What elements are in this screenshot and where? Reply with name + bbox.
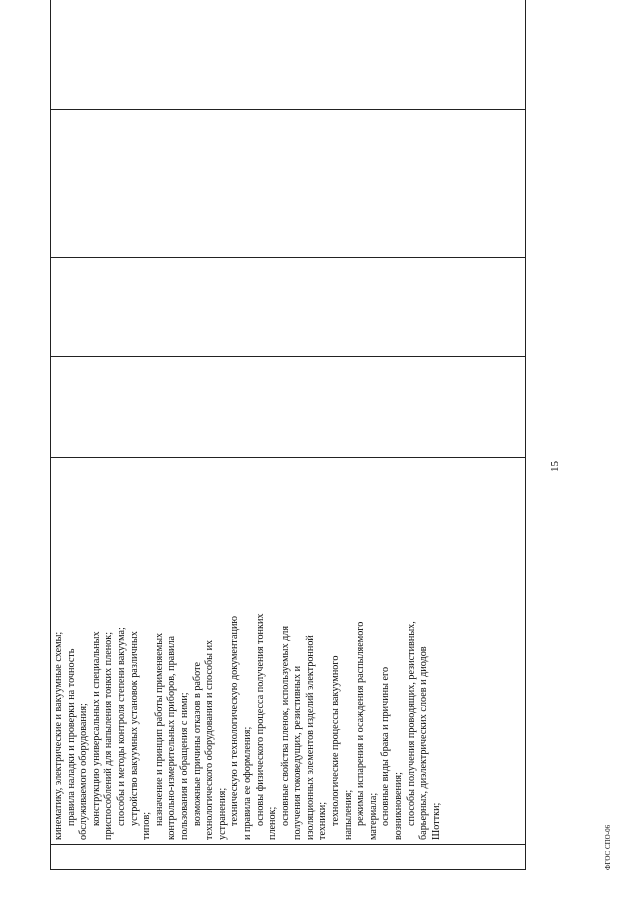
text-line: основные свойства пленок, используемых для [279, 625, 291, 826]
table-row [51, 0, 526, 870]
text-line: Шоттки; [430, 802, 442, 840]
text-line: устройство вакуумных установок различных [128, 631, 140, 826]
text-line: изоляционных элементов изделий электронной [304, 635, 316, 840]
table-cell-empty [51, 357, 526, 458]
text-line: контрольно-измерительных приборов, правила [166, 635, 178, 840]
text-line: возможные причины отказов в работе [191, 661, 203, 826]
text-line: техники; [317, 801, 329, 840]
text-line: конструкцию универсальных и специальных [90, 631, 102, 826]
text-line: основные виды брака и причины его [380, 666, 392, 826]
text-line: способы и методы контроля степени вакуума; [115, 627, 127, 826]
text-line: и правила ее оформления; [241, 726, 253, 840]
content-table [50, 0, 526, 870]
text-line: устранения; [216, 787, 228, 840]
text-line: способы получения проводящих, резистивных, [405, 621, 417, 826]
text-line: пленок; [267, 806, 279, 840]
text-line: приспособлений для напыления тонких пленок; [103, 631, 115, 840]
footer-code: ФГОС СПО-06 [604, 824, 612, 870]
table-cell-empty [51, 0, 526, 110]
text-line: кинематику, электрические и вакуумные схемы; [53, 631, 64, 840]
text-line: возникновения; [393, 772, 405, 840]
text-line: назначение и принцип работы применяемых [153, 632, 165, 826]
text-line: технологические процессы вакуумного [330, 655, 342, 826]
text-line: барьерных, диэлектрических слоев и диодов [418, 646, 430, 840]
text-line: получения токоведущих, резистивных и [292, 665, 304, 840]
page-number: 15 [549, 461, 561, 472]
text-line: пользования и обращения с ними; [178, 692, 190, 840]
table-cell-index [51, 845, 526, 870]
text-line: типов; [141, 811, 153, 840]
text-line: правила наладки и проверки на точность [65, 648, 77, 826]
text-line: обслуживаемого оборудования; [78, 703, 90, 840]
table-cell-empty [51, 110, 526, 258]
text-line: техническую и технологическую документацию [229, 615, 241, 826]
content-lines [53, 464, 443, 840]
text-line: материала; [367, 792, 379, 840]
table-cell-empty [51, 258, 526, 357]
text-line: технологического оборудования и способы их [204, 639, 216, 840]
table-cell-content [51, 458, 526, 845]
rotated-page [26, 10, 612, 870]
text-line: режимы испарения и осаждения распыляемого [355, 621, 367, 826]
text-line: основы физического процесса получения тонких [254, 613, 266, 826]
text-line: напыления; [342, 789, 354, 840]
